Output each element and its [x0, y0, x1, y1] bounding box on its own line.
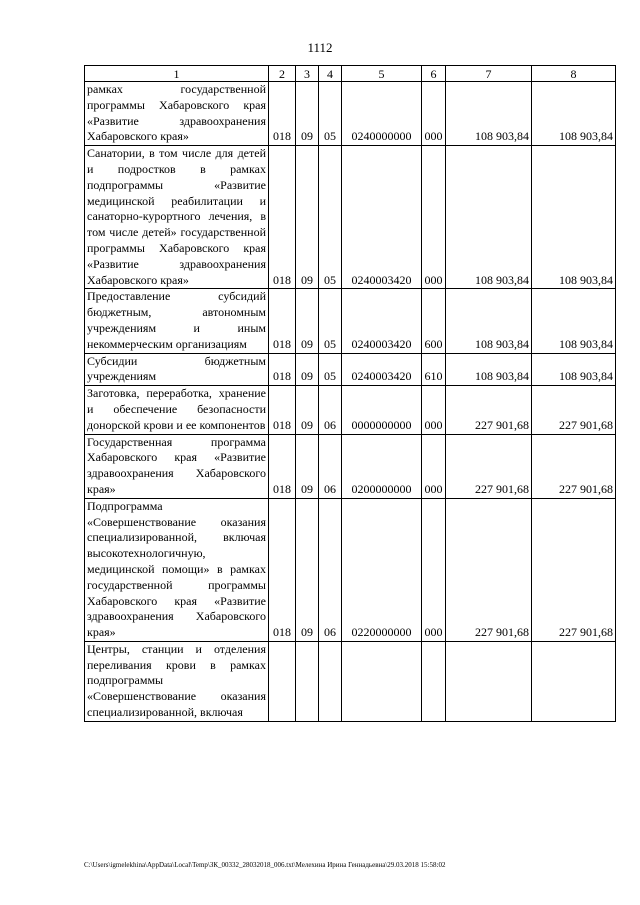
row-expense-type: 000: [422, 498, 446, 641]
row-subsection-code: 06: [319, 434, 342, 498]
row-description: Санатории, в том числе для детей и подростков в рамках подпрограммы «Развитие медицинской реабилитации и санаторно-курортного лечения, в том числе детей» государственной программы Хабаровского края «Развитие здравоохранения Хабаровского края»: [85, 146, 269, 289]
row-expense-type: 000: [422, 434, 446, 498]
row-section-code: 09: [296, 498, 319, 641]
row-section-code: [296, 641, 319, 721]
file-path-footer: C:\Users\igmelekhina\AppData\Local\Temp\ЗК_00332_28032018_006.txt\Мелехина Ирина Геннадьевна\29.03.2018 15:58:02: [84, 861, 446, 869]
row-section-code: 09: [296, 434, 319, 498]
row-description: Предоставление субсидий бюджетным, автономным учреждениям и иным некоммерческим организациям: [85, 289, 269, 353]
row-target-code: 0240003420: [342, 289, 422, 353]
row-description: рамках государственной программы Хабаровского края «Развитие здравоохранения Хабаровского края»: [85, 82, 269, 146]
row-amount-8: [532, 641, 616, 721]
table-row: [85, 386, 616, 434]
row-subsection-code: 06: [319, 498, 342, 641]
row-amount-7: 227 901,68: [446, 386, 532, 434]
table-row: [85, 498, 616, 641]
row-target-code: 0240000000: [342, 82, 422, 146]
row-ministry-code: 018: [269, 353, 296, 386]
row-amount-8: 227 901,68: [532, 498, 616, 641]
row-section-code: 09: [296, 82, 319, 146]
row-ministry-code: 018: [269, 434, 296, 498]
row-amount-7: 108 903,84: [446, 146, 532, 289]
row-target-code: 0240003420: [342, 146, 422, 289]
row-amount-7: 108 903,84: [446, 82, 532, 146]
header-col-8: 8: [532, 66, 616, 82]
row-section-code: 09: [296, 353, 319, 386]
row-amount-7: 227 901,68: [446, 434, 532, 498]
row-target-code: [342, 641, 422, 721]
header-col-3: 3: [296, 66, 319, 82]
row-ministry-code: 018: [269, 498, 296, 641]
table-row: [85, 434, 616, 498]
budget-table: [84, 65, 616, 722]
row-target-code: 0000000000: [342, 386, 422, 434]
row-amount-8: 108 903,84: [532, 146, 616, 289]
row-ministry-code: 018: [269, 146, 296, 289]
row-amount-7: [446, 641, 532, 721]
header-col-1: 1: [85, 66, 269, 82]
table-body: [85, 82, 616, 722]
row-amount-8: 108 903,84: [532, 289, 616, 353]
table-row: [85, 146, 616, 289]
table-row: [85, 641, 616, 721]
page-number: 1112: [307, 40, 333, 55]
header-col-6: 6: [422, 66, 446, 82]
row-amount-7: 108 903,84: [446, 353, 532, 386]
row-expense-type: 600: [422, 289, 446, 353]
row-target-code: 0220000000: [342, 498, 422, 641]
row-expense-type: 000: [422, 146, 446, 289]
row-amount-8: 227 901,68: [532, 386, 616, 434]
row-ministry-code: 018: [269, 82, 296, 146]
row-subsection-code: 05: [319, 146, 342, 289]
header-col-4: 4: [319, 66, 342, 82]
table-row: [85, 82, 616, 146]
row-section-code: 09: [296, 146, 319, 289]
row-subsection-code: 05: [319, 289, 342, 353]
row-target-code: 0200000000: [342, 434, 422, 498]
row-ministry-code: 018: [269, 386, 296, 434]
row-ministry-code: [269, 641, 296, 721]
table-row: [85, 289, 616, 353]
row-subsection-code: [319, 641, 342, 721]
row-description: Субсидии бюджетным учреждениям: [85, 353, 269, 386]
row-description: Заготовка, переработка, хранение и обеспечение безопасности донорской крови и ее компонентов: [85, 386, 269, 434]
row-expense-type: 610: [422, 353, 446, 386]
row-subsection-code: 05: [319, 82, 342, 146]
header-col-7: 7: [446, 66, 532, 82]
row-description: Государственная программа Хабаровского края «Развитие здравоохранения Хабаровского края»: [85, 434, 269, 498]
table-header-row: [85, 66, 616, 82]
row-amount-7: 227 901,68: [446, 498, 532, 641]
row-section-code: 09: [296, 289, 319, 353]
header-col-2: 2: [269, 66, 296, 82]
row-subsection-code: 05: [319, 353, 342, 386]
row-subsection-code: 06: [319, 386, 342, 434]
row-amount-8: 227 901,68: [532, 434, 616, 498]
row-expense-type: [422, 641, 446, 721]
row-expense-type: 000: [422, 386, 446, 434]
row-target-code: 0240003420: [342, 353, 422, 386]
row-amount-8: 108 903,84: [532, 353, 616, 386]
row-amount-7: 108 903,84: [446, 289, 532, 353]
row-amount-8: 108 903,84: [532, 82, 616, 146]
row-description: Центры, станции и отделения переливания крови в рамках подпрограммы «Совершенствование оказания специализированной, включая: [85, 641, 269, 721]
row-ministry-code: 018: [269, 289, 296, 353]
row-description: Подпрограмма «Совершенствование оказания специализированной, включая высокотехнологичную, медицинской помощи» в рамках государственной программы Хабаровского края «Развитие здравоохранения Хабаровского края»: [85, 498, 269, 641]
header-col-5: 5: [342, 66, 422, 82]
table-row: [85, 353, 616, 386]
row-section-code: 09: [296, 386, 319, 434]
row-expense-type: 000: [422, 82, 446, 146]
